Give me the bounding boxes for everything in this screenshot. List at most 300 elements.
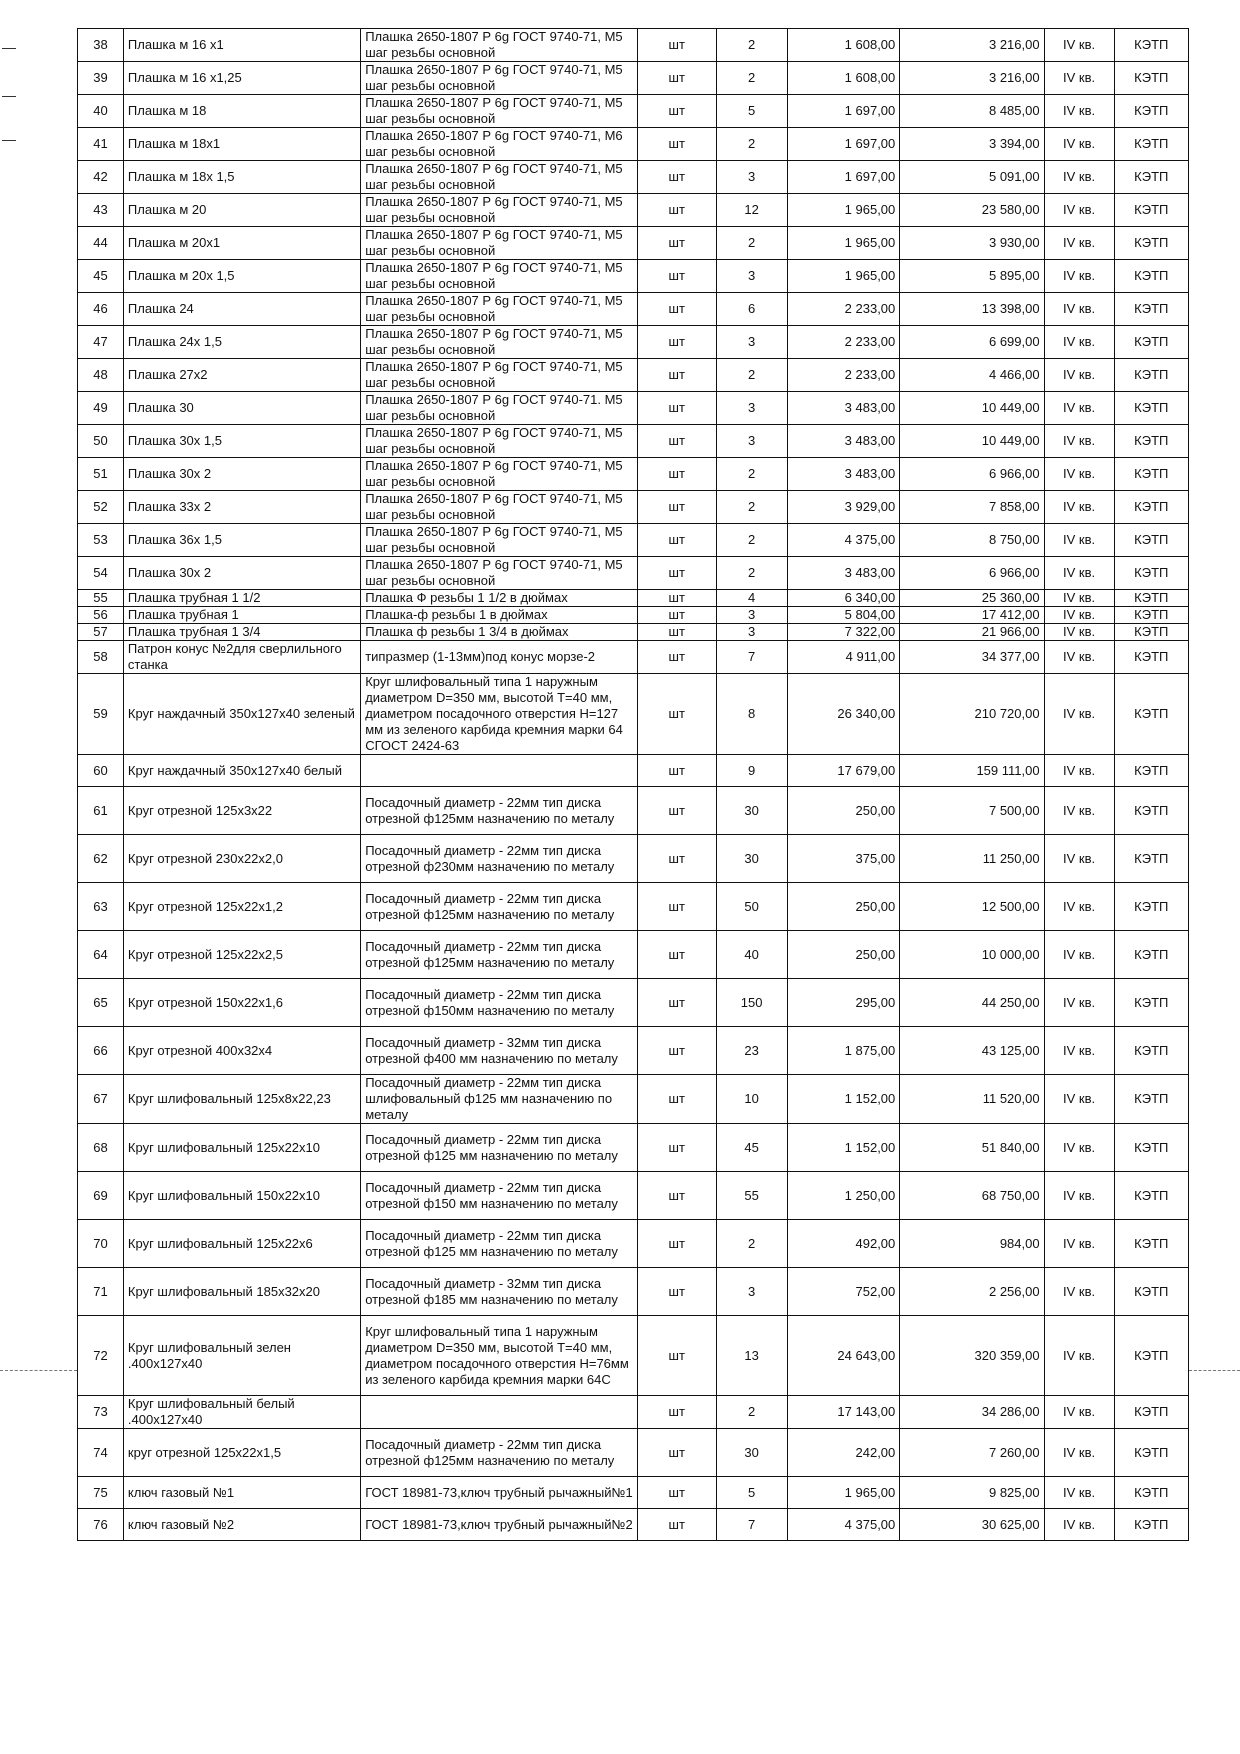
- cell-unit: шт: [637, 624, 716, 641]
- cell-price: 1 608,00: [787, 62, 900, 95]
- cell-price: 1 697,00: [787, 128, 900, 161]
- cell-spec: Посадочный диаметр - 22мм тип диска отрезной ф230мм назначению по металу: [361, 835, 638, 883]
- cell-dept: КЭТП: [1114, 392, 1188, 425]
- cell-total: 23 580,00: [900, 194, 1044, 227]
- cell-qty: 3: [716, 624, 787, 641]
- cell-total: 21 966,00: [900, 624, 1044, 641]
- cell-qty: 2: [716, 1220, 787, 1268]
- cell-unit: шт: [637, 260, 716, 293]
- cell-name: Круг отрезной 400х32х4: [123, 1027, 360, 1075]
- cell-dept: КЭТП: [1114, 787, 1188, 835]
- cell-spec: типразмер (1-13мм)под конус морзе-2: [361, 641, 638, 674]
- cell-num: 60: [78, 755, 124, 787]
- cell-price: 17 679,00: [787, 755, 900, 787]
- cell-name: Круг шлифовальный 125х8х22,23: [123, 1075, 360, 1124]
- table-row: [78, 359, 1189, 392]
- cell-total: 5 091,00: [900, 161, 1044, 194]
- table-row: [78, 1268, 1189, 1316]
- cell-total: 30 625,00: [900, 1509, 1044, 1541]
- cell-name: Круг наждачный 350х127х40 белый: [123, 755, 360, 787]
- cell-spec: Посадочный диаметр - 22мм тип диска отрезной ф125мм назначению по металу: [361, 1429, 638, 1477]
- scan-fold-line: [0, 1370, 77, 1371]
- cell-qty: 23: [716, 1027, 787, 1075]
- cell-period: IV кв.: [1044, 557, 1114, 590]
- cell-price: 2 233,00: [787, 359, 900, 392]
- cell-price: 250,00: [787, 931, 900, 979]
- cell-num: 44: [78, 227, 124, 260]
- cell-total: 4 466,00: [900, 359, 1044, 392]
- cell-price: 492,00: [787, 1220, 900, 1268]
- cell-qty: 3: [716, 326, 787, 359]
- cell-period: IV кв.: [1044, 883, 1114, 931]
- cell-spec: Плашка 2650-1807 Р 6g ГОСТ 9740-71, М5 шаг резьбы основной: [361, 227, 638, 260]
- scan-fold-line: [1189, 1370, 1240, 1371]
- cell-name: Плашка трубная 1 1/2: [123, 590, 360, 607]
- cell-total: 13 398,00: [900, 293, 1044, 326]
- table-row: [78, 979, 1189, 1027]
- cell-qty: 12: [716, 194, 787, 227]
- table-row: [78, 1477, 1189, 1509]
- cell-spec: Плашка-ф резьбы 1 в дюймах: [361, 607, 638, 624]
- cell-price: 3 483,00: [787, 557, 900, 590]
- cell-price: 242,00: [787, 1429, 900, 1477]
- cell-name: Плашка м 16 х1,25: [123, 62, 360, 95]
- cell-qty: 2: [716, 458, 787, 491]
- cell-unit: шт: [637, 1429, 716, 1477]
- cell-qty: 2: [716, 128, 787, 161]
- cell-num: 69: [78, 1172, 124, 1220]
- cell-name: Круг отрезной 125х3х22: [123, 787, 360, 835]
- table-row: [78, 1509, 1189, 1541]
- cell-num: 54: [78, 557, 124, 590]
- cell-period: IV кв.: [1044, 62, 1114, 95]
- cell-price: 1 697,00: [787, 161, 900, 194]
- cell-dept: КЭТП: [1114, 1509, 1188, 1541]
- cell-dept: КЭТП: [1114, 128, 1188, 161]
- cell-num: 56: [78, 607, 124, 624]
- cell-unit: шт: [637, 607, 716, 624]
- cell-period: IV кв.: [1044, 1075, 1114, 1124]
- cell-qty: 30: [716, 835, 787, 883]
- scan-margin-mark: [2, 96, 16, 97]
- cell-num: 45: [78, 260, 124, 293]
- cell-spec: Посадочный диаметр - 22мм тип диска отрезной ф150 мм назначению по металу: [361, 1172, 638, 1220]
- cell-unit: шт: [637, 1027, 716, 1075]
- cell-qty: 7: [716, 641, 787, 674]
- cell-num: 51: [78, 458, 124, 491]
- cell-qty: 2: [716, 557, 787, 590]
- cell-total: 8 485,00: [900, 95, 1044, 128]
- items-table-body: [78, 29, 1189, 1541]
- cell-period: IV кв.: [1044, 227, 1114, 260]
- cell-num: 61: [78, 787, 124, 835]
- cell-name: ключ газовый №1: [123, 1477, 360, 1509]
- table-row: [78, 194, 1189, 227]
- cell-spec: Плашка 2650-1807 Р 6g ГОСТ 9740-71, М5 шаг резьбы основной: [361, 425, 638, 458]
- cell-price: 250,00: [787, 787, 900, 835]
- cell-name: круг отрезной 125х22х1,5: [123, 1429, 360, 1477]
- cell-total: 34 377,00: [900, 641, 1044, 674]
- table-row: [78, 835, 1189, 883]
- table-row: [78, 161, 1189, 194]
- table-row: [78, 607, 1189, 624]
- cell-price: 6 340,00: [787, 590, 900, 607]
- cell-name: Плашка 36х 1,5: [123, 524, 360, 557]
- cell-num: 64: [78, 931, 124, 979]
- cell-name: Круг шлифовальный 125х22х6: [123, 1220, 360, 1268]
- cell-period: IV кв.: [1044, 1172, 1114, 1220]
- cell-spec: [361, 1396, 638, 1429]
- table-row: [78, 931, 1189, 979]
- cell-spec: Плашка 2650-1807 Р 6g ГОСТ 9740-71, М5 шаг резьбы основной: [361, 293, 638, 326]
- cell-price: 1 152,00: [787, 1075, 900, 1124]
- cell-spec: Плашка 2650-1807 Р 6g ГОСТ 9740-71, М5 шаг резьбы основной: [361, 524, 638, 557]
- table-row: [78, 1075, 1189, 1124]
- cell-period: IV кв.: [1044, 674, 1114, 755]
- cell-spec: Посадочный диаметр - 32мм тип диска отрезной ф400 мм назначению по металу: [361, 1027, 638, 1075]
- cell-price: 1 152,00: [787, 1124, 900, 1172]
- table-row: [78, 1316, 1189, 1396]
- cell-total: 12 500,00: [900, 883, 1044, 931]
- cell-spec: Плашка ф резьбы 1 3/4 в дюймах: [361, 624, 638, 641]
- table-row: [78, 755, 1189, 787]
- cell-total: 9 825,00: [900, 1477, 1044, 1509]
- cell-unit: шт: [637, 931, 716, 979]
- cell-dept: КЭТП: [1114, 29, 1188, 62]
- cell-num: 40: [78, 95, 124, 128]
- cell-dept: КЭТП: [1114, 931, 1188, 979]
- cell-total: 2 256,00: [900, 1268, 1044, 1316]
- cell-period: IV кв.: [1044, 392, 1114, 425]
- table-row: [78, 590, 1189, 607]
- cell-unit: шт: [637, 1477, 716, 1509]
- cell-price: 752,00: [787, 1268, 900, 1316]
- cell-num: 72: [78, 1316, 124, 1396]
- cell-num: 65: [78, 979, 124, 1027]
- cell-num: 39: [78, 62, 124, 95]
- cell-name: Круг шлифовальный белый .400х127х40: [123, 1396, 360, 1429]
- cell-unit: шт: [637, 392, 716, 425]
- cell-period: IV кв.: [1044, 491, 1114, 524]
- cell-name: Круг отрезной 230х22х2,0: [123, 835, 360, 883]
- cell-period: IV кв.: [1044, 458, 1114, 491]
- cell-unit: шт: [637, 293, 716, 326]
- cell-spec: Посадочный диаметр - 22мм тип диска отрезной ф125 мм назначению по металу: [361, 1124, 638, 1172]
- cell-name: Плашка м 20х1: [123, 227, 360, 260]
- table-row: [78, 641, 1189, 674]
- cell-name: Плашка трубная 1: [123, 607, 360, 624]
- cell-total: 3 394,00: [900, 128, 1044, 161]
- cell-unit: шт: [637, 641, 716, 674]
- table-row: [78, 624, 1189, 641]
- cell-spec: [361, 755, 638, 787]
- cell-dept: КЭТП: [1114, 607, 1188, 624]
- cell-name: Круг шлифовальный 125х22х10: [123, 1124, 360, 1172]
- cell-num: 52: [78, 491, 124, 524]
- cell-num: 71: [78, 1268, 124, 1316]
- cell-price: 1 608,00: [787, 29, 900, 62]
- cell-price: 3 483,00: [787, 425, 900, 458]
- cell-price: 24 643,00: [787, 1316, 900, 1396]
- table-row: [78, 227, 1189, 260]
- cell-price: 5 804,00: [787, 607, 900, 624]
- cell-dept: КЭТП: [1114, 293, 1188, 326]
- cell-num: 38: [78, 29, 124, 62]
- cell-num: 42: [78, 161, 124, 194]
- cell-period: IV кв.: [1044, 1268, 1114, 1316]
- cell-unit: шт: [637, 95, 716, 128]
- cell-spec: Посадочный диаметр - 22мм тип диска отрезной ф125мм назначению по металу: [361, 787, 638, 835]
- cell-period: IV кв.: [1044, 1124, 1114, 1172]
- table-row: [78, 674, 1189, 755]
- cell-period: IV кв.: [1044, 624, 1114, 641]
- cell-price: 17 143,00: [787, 1396, 900, 1429]
- table-row: [78, 491, 1189, 524]
- cell-dept: КЭТП: [1114, 755, 1188, 787]
- cell-name: Плашка 30: [123, 392, 360, 425]
- cell-qty: 50: [716, 883, 787, 931]
- cell-spec: Плашка 2650-1807 Р 6g ГОСТ 9740-71, М6 шаг резьбы основной: [361, 128, 638, 161]
- cell-num: 57: [78, 624, 124, 641]
- table-row: [78, 883, 1189, 931]
- cell-dept: КЭТП: [1114, 1477, 1188, 1509]
- cell-period: IV кв.: [1044, 260, 1114, 293]
- cell-unit: шт: [637, 227, 716, 260]
- cell-unit: шт: [637, 1396, 716, 1429]
- cell-name: Плашка 27х2: [123, 359, 360, 392]
- table-row: [78, 1027, 1189, 1075]
- cell-dept: КЭТП: [1114, 883, 1188, 931]
- cell-dept: КЭТП: [1114, 641, 1188, 674]
- cell-price: 1 965,00: [787, 1477, 900, 1509]
- cell-unit: шт: [637, 491, 716, 524]
- cell-name: Плашка 30х 1,5: [123, 425, 360, 458]
- cell-total: 34 286,00: [900, 1396, 1044, 1429]
- cell-period: IV кв.: [1044, 161, 1114, 194]
- cell-total: 8 750,00: [900, 524, 1044, 557]
- cell-name: Плашка 24: [123, 293, 360, 326]
- cell-unit: шт: [637, 755, 716, 787]
- cell-qty: 13: [716, 1316, 787, 1396]
- cell-qty: 55: [716, 1172, 787, 1220]
- cell-dept: КЭТП: [1114, 674, 1188, 755]
- cell-total: 3 216,00: [900, 62, 1044, 95]
- cell-name: Круг отрезной 150х22х1,6: [123, 979, 360, 1027]
- cell-period: IV кв.: [1044, 1477, 1114, 1509]
- cell-period: IV кв.: [1044, 524, 1114, 557]
- cell-dept: КЭТП: [1114, 1172, 1188, 1220]
- cell-num: 46: [78, 293, 124, 326]
- cell-spec: Плашка 2650-1807 Р 6g ГОСТ 9740-71, М5 шаг резьбы основной: [361, 260, 638, 293]
- cell-total: 17 412,00: [900, 607, 1044, 624]
- cell-price: 1 875,00: [787, 1027, 900, 1075]
- cell-price: 1 965,00: [787, 227, 900, 260]
- cell-unit: шт: [637, 835, 716, 883]
- cell-num: 67: [78, 1075, 124, 1124]
- cell-spec: Плашка 2650-1807 Р 6g ГОСТ 9740-71, М5 шаг резьбы основной: [361, 62, 638, 95]
- cell-qty: 150: [716, 979, 787, 1027]
- cell-price: 26 340,00: [787, 674, 900, 755]
- cell-num: 58: [78, 641, 124, 674]
- cell-dept: КЭТП: [1114, 557, 1188, 590]
- cell-period: IV кв.: [1044, 1316, 1114, 1396]
- cell-total: 10 449,00: [900, 392, 1044, 425]
- cell-price: 1 697,00: [787, 95, 900, 128]
- cell-num: 76: [78, 1509, 124, 1541]
- cell-unit: шт: [637, 787, 716, 835]
- cell-spec: Плашка 2650-1807 Р 6g ГОСТ 9740-71, М5 шаг резьбы основной: [361, 194, 638, 227]
- cell-dept: КЭТП: [1114, 1316, 1188, 1396]
- cell-qty: 8: [716, 674, 787, 755]
- cell-period: IV кв.: [1044, 1220, 1114, 1268]
- cell-qty: 3: [716, 425, 787, 458]
- cell-spec: Плашка 2650-1807 Р 6g ГОСТ 9740-71, М5 шаг резьбы основной: [361, 491, 638, 524]
- cell-price: 3 483,00: [787, 458, 900, 491]
- cell-price: 250,00: [787, 883, 900, 931]
- cell-qty: 2: [716, 29, 787, 62]
- cell-period: IV кв.: [1044, 359, 1114, 392]
- cell-dept: КЭТП: [1114, 359, 1188, 392]
- cell-dept: КЭТП: [1114, 1220, 1188, 1268]
- cell-dept: КЭТП: [1114, 491, 1188, 524]
- cell-name: Плашка м 18х1: [123, 128, 360, 161]
- cell-total: 6 699,00: [900, 326, 1044, 359]
- cell-unit: шт: [637, 161, 716, 194]
- cell-name: Плашка 24х 1,5: [123, 326, 360, 359]
- cell-spec: Круг шлифовальный типа 1 наружным диаметром D=350 мм, высотой T=40 мм, диаметром посадочного отверстия H=76мм из зеленого карбида кремния марки 64С: [361, 1316, 638, 1396]
- cell-dept: КЭТП: [1114, 62, 1188, 95]
- cell-unit: шт: [637, 524, 716, 557]
- table-row: [78, 128, 1189, 161]
- cell-num: 74: [78, 1429, 124, 1477]
- cell-dept: КЭТП: [1114, 1429, 1188, 1477]
- cell-name: ключ газовый №2: [123, 1509, 360, 1541]
- cell-period: IV кв.: [1044, 979, 1114, 1027]
- cell-total: 3 930,00: [900, 227, 1044, 260]
- cell-qty: 2: [716, 62, 787, 95]
- table-row: [78, 95, 1189, 128]
- cell-total: 984,00: [900, 1220, 1044, 1268]
- cell-spec: Посадочный диаметр - 22мм тип диска отрезной ф150мм назначению по металу: [361, 979, 638, 1027]
- cell-price: 4 911,00: [787, 641, 900, 674]
- cell-period: IV кв.: [1044, 787, 1114, 835]
- cell-qty: 2: [716, 491, 787, 524]
- cell-spec: Плашка 2650-1807 Р 6g ГОСТ 9740-71, М5 шаг резьбы основной: [361, 458, 638, 491]
- cell-qty: 5: [716, 1477, 787, 1509]
- cell-name: Плашка 30х 2: [123, 557, 360, 590]
- cell-spec: Круг шлифовальный типа 1 наружным диаметром D=350 мм, высотой T=40 мм, диаметром посадочного отверстия H=127 мм из зеленого карбида кремния марки 64 СГОСТ 2424-63: [361, 674, 638, 755]
- cell-name: Плашка 30х 2: [123, 458, 360, 491]
- cell-period: IV кв.: [1044, 835, 1114, 883]
- cell-unit: шт: [637, 1075, 716, 1124]
- table-row: [78, 1220, 1189, 1268]
- table-row: [78, 392, 1189, 425]
- cell-price: 3 483,00: [787, 392, 900, 425]
- table-row: [78, 787, 1189, 835]
- cell-name: Круг отрезной 125х22х2,5: [123, 931, 360, 979]
- cell-qty: 45: [716, 1124, 787, 1172]
- cell-price: 7 322,00: [787, 624, 900, 641]
- cell-total: 6 966,00: [900, 458, 1044, 491]
- items-table: [77, 28, 1189, 1541]
- cell-unit: шт: [637, 194, 716, 227]
- cell-name: Плашка м 16 х1: [123, 29, 360, 62]
- table-row: [78, 1124, 1189, 1172]
- cell-spec: Посадочный диаметр - 22мм тип диска отрезной ф125 мм назначению по металу: [361, 1220, 638, 1268]
- table-row: [78, 29, 1189, 62]
- cell-num: 48: [78, 359, 124, 392]
- cell-qty: 2: [716, 524, 787, 557]
- cell-num: 55: [78, 590, 124, 607]
- cell-total: 5 895,00: [900, 260, 1044, 293]
- cell-total: 7 260,00: [900, 1429, 1044, 1477]
- cell-qty: 2: [716, 359, 787, 392]
- table-row: [78, 260, 1189, 293]
- cell-qty: 4: [716, 590, 787, 607]
- cell-qty: 3: [716, 1268, 787, 1316]
- cell-period: IV кв.: [1044, 425, 1114, 458]
- cell-num: 66: [78, 1027, 124, 1075]
- cell-price: 1 965,00: [787, 260, 900, 293]
- cell-unit: шт: [637, 674, 716, 755]
- cell-name: Круг шлифовальный зелен .400х127х40: [123, 1316, 360, 1396]
- cell-spec: Плашка 2650-1807 Р 6g ГОСТ 9740-71, М5 шаг резьбы основной: [361, 359, 638, 392]
- cell-unit: шт: [637, 128, 716, 161]
- cell-price: 4 375,00: [787, 524, 900, 557]
- cell-dept: КЭТП: [1114, 979, 1188, 1027]
- table-row: [78, 326, 1189, 359]
- table-row: [78, 425, 1189, 458]
- cell-num: 70: [78, 1220, 124, 1268]
- cell-unit: шт: [637, 29, 716, 62]
- table-row: [78, 524, 1189, 557]
- cell-total: 25 360,00: [900, 590, 1044, 607]
- cell-period: IV кв.: [1044, 1429, 1114, 1477]
- cell-period: IV кв.: [1044, 755, 1114, 787]
- cell-dept: КЭТП: [1114, 524, 1188, 557]
- cell-name: Круг шлифовальный 185х32х20: [123, 1268, 360, 1316]
- cell-dept: КЭТП: [1114, 1268, 1188, 1316]
- cell-num: 53: [78, 524, 124, 557]
- cell-total: 68 750,00: [900, 1172, 1044, 1220]
- cell-price: 1 965,00: [787, 194, 900, 227]
- cell-period: IV кв.: [1044, 293, 1114, 326]
- cell-period: IV кв.: [1044, 194, 1114, 227]
- table-row: [78, 1429, 1189, 1477]
- cell-name: Плашка м 20х 1,5: [123, 260, 360, 293]
- cell-dept: КЭТП: [1114, 1027, 1188, 1075]
- cell-total: 43 125,00: [900, 1027, 1044, 1075]
- cell-qty: 3: [716, 260, 787, 293]
- cell-num: 49: [78, 392, 124, 425]
- cell-period: IV кв.: [1044, 128, 1114, 161]
- cell-total: 159 111,00: [900, 755, 1044, 787]
- cell-unit: шт: [637, 590, 716, 607]
- cell-dept: КЭТП: [1114, 1396, 1188, 1429]
- cell-qty: 2: [716, 1396, 787, 1429]
- cell-qty: 6: [716, 293, 787, 326]
- cell-total: 6 966,00: [900, 557, 1044, 590]
- cell-qty: 2: [716, 227, 787, 260]
- cell-unit: шт: [637, 979, 716, 1027]
- table-row: [78, 557, 1189, 590]
- cell-qty: 5: [716, 95, 787, 128]
- cell-dept: КЭТП: [1114, 835, 1188, 883]
- cell-period: IV кв.: [1044, 326, 1114, 359]
- cell-dept: КЭТП: [1114, 194, 1188, 227]
- cell-total: 44 250,00: [900, 979, 1044, 1027]
- cell-dept: КЭТП: [1114, 1075, 1188, 1124]
